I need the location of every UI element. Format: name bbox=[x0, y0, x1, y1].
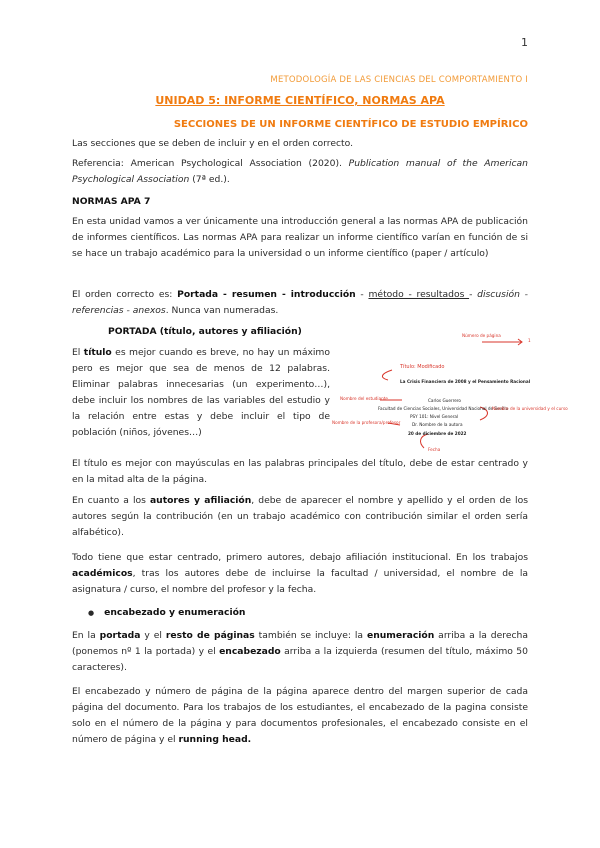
label-university: Nombre de la universidad y el curso bbox=[492, 406, 568, 411]
ref-text: Referencia: American Psychological Association (2020). bbox=[72, 158, 349, 169]
page-number: 1 bbox=[521, 36, 528, 49]
enc-text: también se incluye: la bbox=[254, 630, 367, 641]
enc-text: En la bbox=[72, 630, 100, 641]
bullet-icon: ● bbox=[88, 609, 95, 617]
order-bold: Portada - resumen - introducción bbox=[177, 289, 356, 300]
order-underlined: método - resultados bbox=[368, 289, 470, 300]
unit-title: UNIDAD 5: INFORME CIENTÍFICO, NORMAS APA bbox=[155, 94, 445, 107]
enc-text: arriba a la izquierda (resumen del título, máximo 50 caracteres). bbox=[72, 646, 528, 673]
enc-bold: enumeración bbox=[366, 630, 435, 641]
centrado-bold: académicos bbox=[72, 568, 133, 579]
label-title: Título: Modificado bbox=[400, 364, 445, 370]
order-sep: - bbox=[355, 289, 369, 300]
order-italic: discusión - referencias - anexos bbox=[72, 289, 528, 316]
sample-author: Carlos Guerrero bbox=[428, 398, 461, 403]
normas-heading: NORMAS APA 7 bbox=[72, 196, 151, 207]
arrow-date bbox=[421, 434, 428, 448]
sample-professor: Dr. Nombre de la autora bbox=[412, 422, 463, 427]
section-title: SECCIONES DE UN INFORME CIENTÍFICO DE ESTUDIO EMPÍRICO bbox=[173, 119, 528, 130]
last-bold: running head. bbox=[178, 734, 252, 745]
sample-course: PSY 101: Nivel General bbox=[410, 414, 459, 419]
figure-arrows bbox=[340, 330, 540, 460]
ref-title: Publication manual of the American Psychological Association bbox=[72, 158, 528, 185]
centrado-text: , tras los autores debe de incluirse la facultad / universidad, el nombre de la asignatura / curso, el nombre del profesor y la fecha. bbox=[72, 568, 528, 595]
label-page-one: 1 bbox=[528, 338, 531, 343]
enc-bold: resto de páginas bbox=[165, 630, 255, 641]
titulo-line2: El título es mejor con mayúsculas en las palabras principales del título, debe de estar centrado y en la mitad alta de la página. bbox=[72, 458, 528, 485]
enc-text: y el bbox=[140, 630, 166, 641]
last-paragraph bbox=[72, 684, 528, 748]
titulo-paragraph bbox=[72, 345, 330, 441]
order-sep: - bbox=[469, 289, 478, 300]
enc-bold: portada bbox=[99, 630, 141, 641]
centrado-pre: Todo tiene que estar centrado, primero autores, debajo afiliación institucional. En los trabajos bbox=[72, 552, 528, 563]
autores-text: , debe de aparecer el nombre y apellido y el orden de los autores según la contribución (en un trabajo académico con contribución similar el orden sería alfabético). bbox=[72, 495, 528, 538]
label-professor: Nombre de la profesora/profesor bbox=[332, 420, 401, 425]
enc-text: arriba a la derecha (ponemos nº 1 la portada) y el bbox=[72, 630, 529, 657]
portada-heading: PORTADA (título, autores y afiliación) bbox=[108, 326, 302, 337]
centrado-paragraph bbox=[72, 550, 528, 598]
order-suffix: . Nunca van numeradas. bbox=[165, 305, 279, 316]
sample-title: La Crisis Financiera de 2008 y el Pensamiento Racional bbox=[400, 379, 531, 384]
label-student: Nombre del estudiante bbox=[340, 396, 389, 401]
order-prefix: El orden correcto es: bbox=[72, 289, 178, 300]
apa-title-page-figure bbox=[332, 330, 568, 460]
titulo-bold: título bbox=[83, 347, 112, 358]
label-date: Fecha bbox=[428, 447, 441, 452]
course-header: METODOLOGÍA DE LAS CIENCIAS DEL COMPORTAMIENTO I bbox=[270, 75, 528, 85]
titulo-text: es mejor cuando es breve, no hay un máximo pero es mejor que sea de menos de 12 palabras. Eliminar palabras innecesarias (un experimento…), debe incluir los nombres de las variables del estudio y la relación entre estas y debe incluir el tipo de población (niños, jóvenes…) bbox=[72, 347, 331, 438]
titulo-pre: El bbox=[72, 347, 84, 358]
sample-faculty: Facultad de Ciencias Sociales, Universidad Nacional de Sevilla bbox=[378, 406, 509, 411]
ref-edition: (7ª ed.). bbox=[189, 174, 230, 185]
encabezado-paragraph bbox=[72, 628, 528, 676]
enc-bold: encabezado bbox=[219, 646, 281, 657]
bullet-heading: encabezado y enumeración bbox=[104, 607, 246, 618]
last-text: El encabezado y número de página de la página aparece dentro del margen superior de cada página del documento. Para los trabajos de los estudiantes, el encabezado de la pagina consiste solo en el número de la página y para documentos profesionales, el encabezado consiste en el número de página y el bbox=[72, 686, 528, 745]
autores-bold: autores y afiliación bbox=[149, 495, 252, 506]
autores-pre: En cuanto a los bbox=[72, 495, 150, 506]
paragraph-sections: Las secciones que se deben de incluir y en el orden correcto. bbox=[72, 138, 354, 149]
bullet-item bbox=[88, 605, 245, 621]
arrow-title bbox=[382, 370, 392, 380]
order-paragraph bbox=[72, 287, 528, 319]
sample-date: 20 de diciembre de 2022 bbox=[408, 431, 467, 436]
reference-paragraph bbox=[72, 156, 528, 188]
autores-paragraph bbox=[72, 493, 528, 541]
label-page-number: Número de página bbox=[462, 333, 501, 338]
intro-paragraph: En esta unidad vamos a ver únicamente una introducción general a las normas APA de publicación de informes científicos. Las normas APA para realizar un informe científico varían en función de si se hace un trabajo académico para la universidad o un informe científico (paper / artículo) bbox=[72, 216, 528, 259]
